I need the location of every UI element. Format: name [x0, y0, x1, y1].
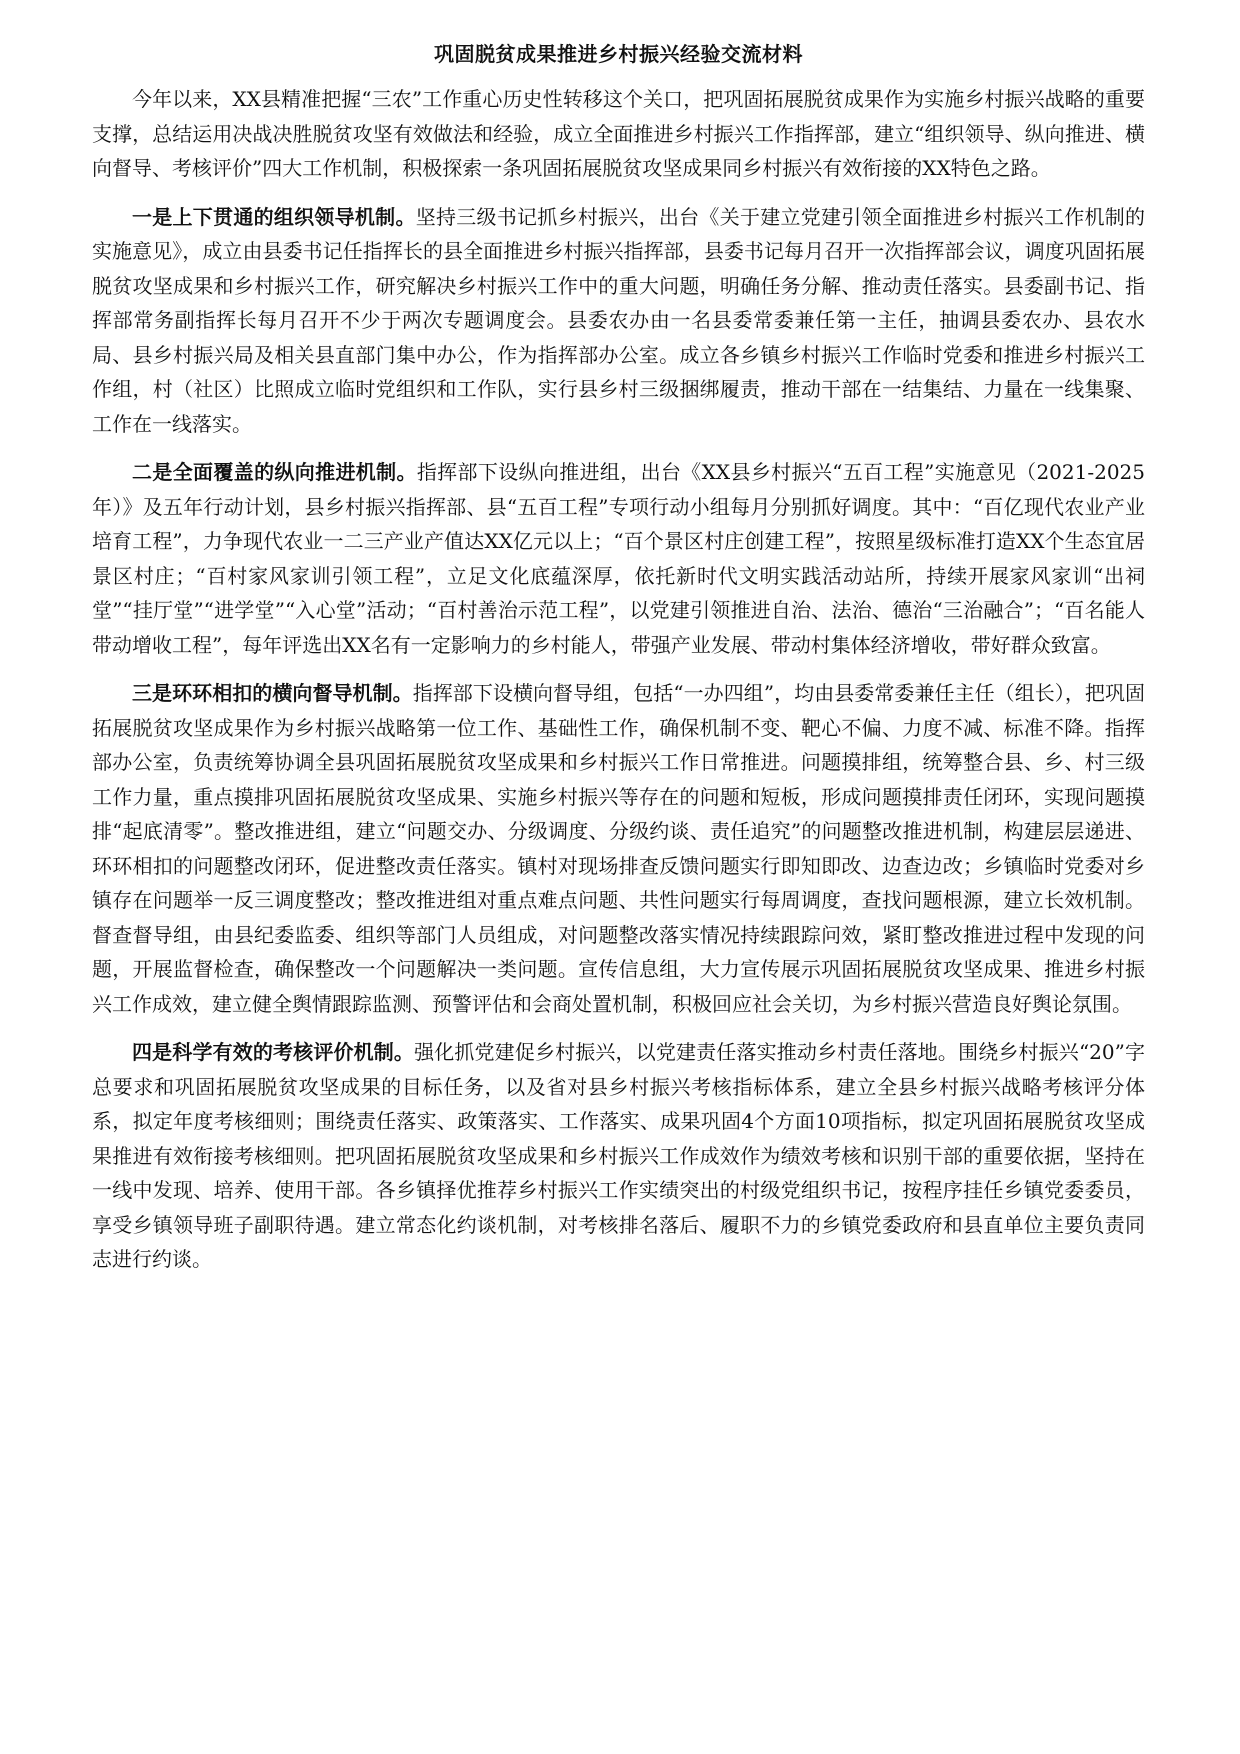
section-body-1: 坚持三级书记抓乡村振兴，出台《关于建立党建引领全面推进乡村振兴工作机制的实施意见》，成立由县委书记任指挥长的县全面推进乡村振兴指挥部，县委书记每月召开一次指挥部会议，调度巩固拓展脱贫攻坚成果和乡村振兴工作，研究解决乡村振兴工作中的重大问题，明确任务分解、推动责任落实。县委副书记、指挥部常务副指挥长每月召开不少于两次专题调度会。县委农办由一名县委常委兼任第一主任，抽调县委农办、县农水局、县乡村振兴局及相关县直部门集中办公，作为指挥部办公室。成立各乡镇乡村振兴工作临时党委和推进乡村振兴工作组，村（社区）比照成立临时党组织和工作队，实行县乡村三级捆绑履责，推动干部在一结集结、力量在一线集聚、工作在一线落实。	[92, 204, 1146, 436]
section-heading-4: 四是科学有效的考核评价机制。	[132, 1040, 415, 1064]
section-paragraph-4	[92, 1035, 1145, 1277]
intro-paragraph: 今年以来，XX县精准把握“三农”工作重心历史性转移这个关口，把巩固拓展脱贫成果作为实施乡村振兴战略的重要支撑，总结运用决战决胜脱贫攻坚有效做法和经验，成立全面推进乡村振兴工作指挥部，建立“组织领导、纵向推进、横向督导、考核评价”四大工作机制，积极探索一条巩固拓展脱贫攻坚成果同乡村振兴有效衔接的XX特色之路。	[92, 87, 1145, 180]
section-body-2: 指挥部下设纵向推进组，出台《XX县乡村振兴“五百工程”实施意见（2021-2025年）》及五年行动计划，县乡村振兴指挥部、县“五百工程”专项行动小组每月分别抓好调度。其中：“百亿现代农业产业培育工程”，力争现代农业一二三产业产值达XX亿元以上；“百个景区村庄创建工程”，按照星级标准打造XX个生态宜居景区村庄；“百村家风家训引领工程”，立足文化底蕴深厚，依托新时代文明实践活动站所，持续开展家风家训“出祠堂”“挂厅堂”“进学堂”“入心堂”活动；“百村善治示范工程”，以党建引领推进自治、法治、德治“三治融合”；“百名能人带动增收工程”，每年评选出XX名有一定影响力的乡村能人，带强产业发展、带动村集体经济增收，带好群众致富。	[92, 460, 1145, 657]
section-body-3: 指挥部下设横向督导组，包括“一办四组”，均由县委常委兼任主任（组长），把巩固拓展脱贫攻坚成果作为乡村振兴战略第一位工作、基础性工作，确保机制不变、靶心不偏、力度不减、标准不降。指挥部办公室，负责统筹协调全县巩固拓展脱贫攻坚成果和乡村振兴工作日常推进。问题摸排组，统筹整合县、乡、村三级工作力量，重点摸排巩固拓展脱贫攻坚成果、实施乡村振兴等存在的问题和短板，形成问题摸排责任闭环，实现问题摸排“起底清零”。整改推进组，建立“问题交办、分级调度、分级约谈、责任追究”的问题整改推进机制，构建层层递进、环环相扣的问题整改闭环，促进整改责任落实。镇村对现场排查反馈问题实行即知即改、边查边改；乡镇临时党委对乡镇存在问题举一反三调度整改；整改推进组对重点难点问题、共性问题实行每周调度，查找问题根源，建立长效机制。督查督导组，由县纪委监委、组织等部门人员组成，对问题整改落实情况持续跟踪问效，紧盯整改推进过程中发现的问题，开展监督检查，确保整改一个问题解决一类问题。宣传信息组，大力宣传展示巩固拓展脱贫攻坚成果、推进乡村振兴工作成效，建立健全舆情跟踪监测、预警评估和会商处置机制，积极回应社会关切，为乡村振兴营造良好舆论氛围。	[92, 681, 1145, 1016]
section-heading-3: 三是环环相扣的横向督导机制。	[132, 681, 413, 705]
section-heading-1: 一是上下贯通的组织领导机制。	[132, 204, 416, 229]
section-body-4: 强化抓党建促乡村振兴，以党建责任落实推动乡村责任落地。围绕乡村振兴“20”字总要求和巩固拓展脱贫攻坚成果的目标任务，以及省对县乡村振兴考核指标体系，建立全县乡村振兴战略考核评分体系，拟定年度考核细则；围绕责任落实、政策落实、工作落实、成果巩固4个方面10项指标，拟定巩固拓展脱贫攻坚成果推进有效衔接考核细则。把巩固拓展脱贫攻坚成果和乡村振兴工作成效作为绩效考核和识别干部的重要依据，坚持在一线中发现、培养、使用干部。各乡镇择优推荐乡村振兴工作实绩突出的村级党组织书记，按程序挂任乡镇党委委员，享受乡镇领导班子副职待遇。建立常态化约谈机制，对考核排名落后、履职不力的乡镇党委政府和县直单位主要负责同志进行约谈。	[92, 1040, 1146, 1271]
section-paragraph-1	[92, 200, 1145, 442]
section-paragraph-3	[92, 676, 1145, 1021]
document-title: 巩固脱贫成果推进乡村振兴经验交流材料	[434, 42, 803, 66]
section-heading-2: 二是全面覆盖的纵向推进机制。	[132, 460, 417, 484]
section-paragraph-2	[92, 455, 1145, 662]
